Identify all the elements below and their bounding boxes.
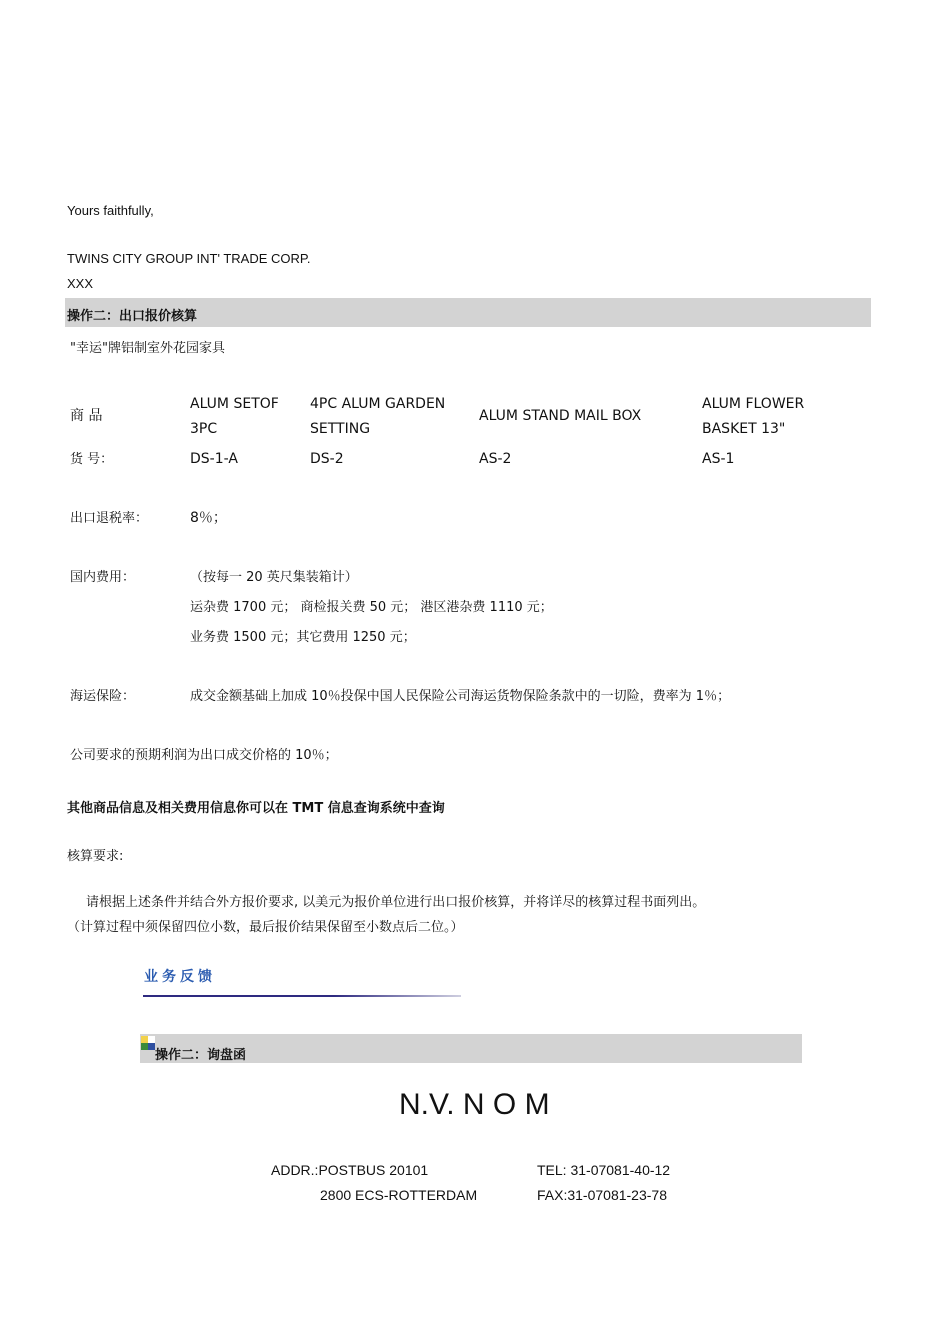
domestic-line2: 运杂费 1700 元； 商检报关费 50 元； 港区港杂费 1110 元； [190, 600, 553, 615]
section-title: 操作二：出口报价核算 [67, 309, 198, 324]
product-name-line1: ALUM STAND MAIL BOX [479, 408, 642, 424]
product-subtitle: "幸运"牌铝制室外花园家具 [70, 341, 225, 356]
product-name-label: 商 品 [70, 408, 103, 424]
product-name-line2: SETTING [310, 421, 371, 437]
section2-title: 操作二：询盘函 [155, 1048, 247, 1063]
product-name-line1: ALUM FLOWER [702, 396, 805, 412]
company-letterhead: N.V. N O M [399, 1088, 550, 1121]
feedback-divider [143, 995, 461, 997]
domestic-line3: 业务费 1500 元；其它费用 1250 元； [190, 630, 416, 645]
insurance-value: 成交金额基础上加成 10％投保中国人民保险公司海运货物保险条款中的一切险，费率为 1％； [190, 689, 731, 704]
checker-icon [141, 1036, 155, 1050]
product-code: DS-2 [310, 451, 344, 467]
requirements-line1: 请根据上述条件并结合外方报价要求, 以美元为报价单位进行出口报价核算，并将详尽的核算过程书面列出。 [86, 895, 706, 910]
product-code: AS-1 [702, 451, 735, 467]
product-code: AS-2 [479, 451, 512, 467]
feedback-title: 业务反馈 [144, 969, 216, 985]
signature: XXX [67, 276, 94, 291]
product-code: DS-1-A [190, 451, 238, 467]
requirements-label: 核算要求: [67, 849, 124, 864]
product-name-line2: 3PC [190, 421, 218, 437]
tax-value: 8％； [190, 510, 227, 526]
tmt-note: 其他商品信息及相关费用信息你可以在 TMT 信息查询系统中查询 [67, 801, 445, 816]
tax-label: 出口退税率： [70, 511, 149, 526]
insurance-label: 海运保险： [70, 689, 136, 704]
profit-text: 公司要求的预期利润为出口成交价格的 10％； [70, 748, 338, 763]
product-name-line2: BASKET 13" [702, 421, 786, 437]
domestic-line1: （按每一 20 英尺集装箱计） [190, 570, 358, 585]
address-line1: ADDR.:POSTBUS 20101 [271, 1162, 429, 1178]
fax: FAX:31-07081-23-78 [537, 1187, 667, 1203]
product-name-line1: 4PC ALUM GARDEN [310, 396, 446, 412]
telephone: TEL: 31-07081-40-12 [537, 1162, 671, 1178]
address-line2: 2800 ECS-ROTTERDAM [320, 1187, 478, 1203]
product-name-line1: ALUM SETOF [190, 396, 279, 412]
company-name: TWINS CITY GROUP INT' TRADE CORP. [67, 251, 311, 266]
product-code-label: 货 号： [70, 452, 114, 467]
requirements-line2: （计算过程中须保留四位小数，最后报价结果保留至小数点后二位。） [67, 920, 464, 935]
domestic-label: 国内费用： [70, 570, 136, 585]
closing-text: Yours faithfully, [67, 203, 154, 218]
